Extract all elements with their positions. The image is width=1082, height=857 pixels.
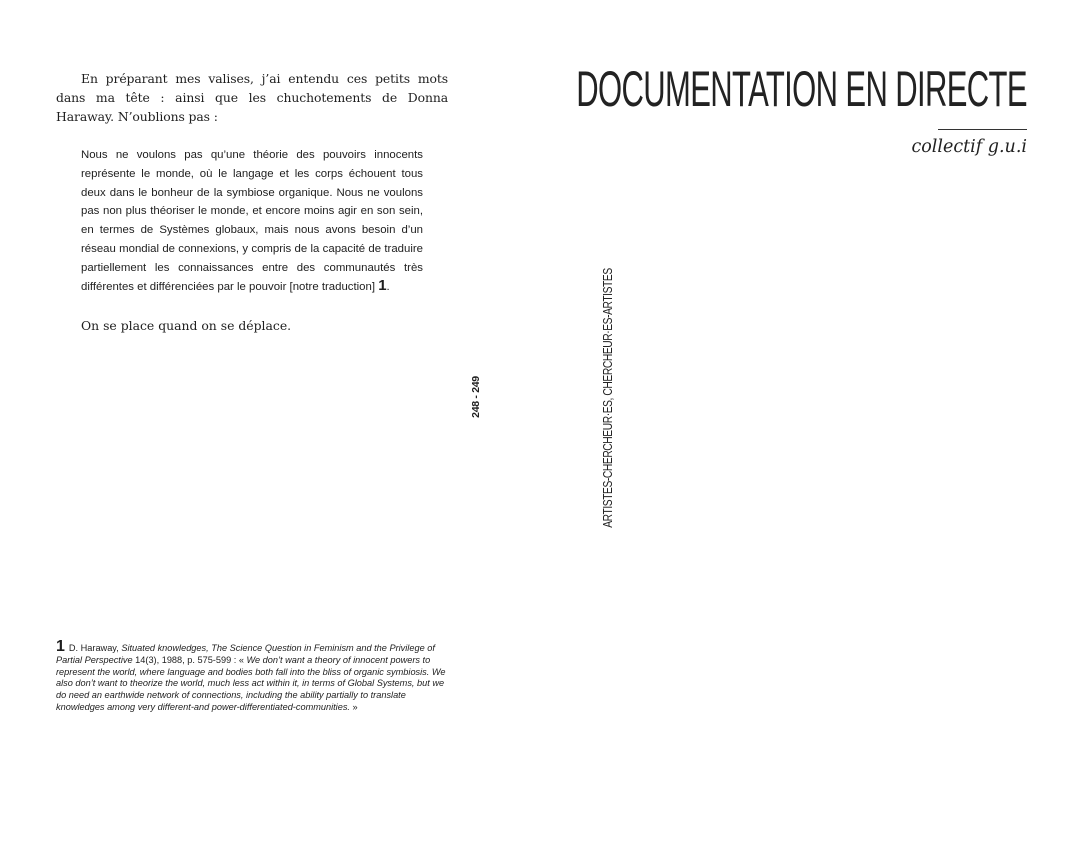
page-numbers: 248 - 249 — [470, 376, 482, 418]
title-divider — [938, 129, 1027, 130]
running-head-text: ARTISTES-CHERCHEUR·ES, CHERCHEUR·ES-ARTISTES — [601, 268, 615, 528]
quote-text: Nous ne voulons pas qu’une théorie des pouvoirs innocents représente le monde, où le langage et les corps échouent tous deux dans le bonheur de la symbiose organique. Nous ne voulons pas non plus théoriser le monde, et encore moins agir en son sein, en termes de Systèmes globaux, mais nous avons besoin d’un réseau mondial de connexions, y compris de la capacité de traduire partiellement les connaissances entre des communautés très différentes et différenciées par le pouvoir [notre traduction] — [81, 149, 423, 293]
right-page — [541, 0, 1082, 857]
footnote-number: 1 — [56, 638, 65, 655]
footnote-quote: We don’t want a theory of innocent powers to represent the world, where language and bodies both fall into the bliss of organic symbiosis. We also don’t want to theorize the world, much less act within it, in terms of Global Systems, but we do need an earthwide network of connections, including the ability partially to translate knowledges among very different-and power-differentiated-communities. — [56, 654, 446, 712]
quote-end: . — [386, 280, 390, 293]
closing-line: On se place quand on se déplace. — [81, 318, 292, 333]
footnote-closing-mark: » — [349, 701, 358, 712]
block-quote — [81, 146, 423, 296]
footnote-reference: 1 — [378, 276, 387, 294]
running-head — [601, 240, 615, 556]
chapter-title: DOCUMENTATION EN DIRECTE — [576, 61, 1027, 117]
chapter-author: collectif g.u.i — [911, 137, 1027, 157]
intro-paragraph: En préparant mes valises, j’ai entendu ces petits mots dans ma tête : ainsi que les chuchotements de Donna Haraway. N’oublions pas : — [56, 71, 448, 124]
footnote-title: Situated knowledges, The Science Question in Feminism and the Privilege of Partial Perspective — [56, 643, 435, 665]
footnote-author: D. Haraway, — [68, 643, 122, 653]
footnote — [56, 638, 448, 714]
footnote-reference-details: 14(3), 1988, p. 575-599 : « — [132, 654, 247, 665]
